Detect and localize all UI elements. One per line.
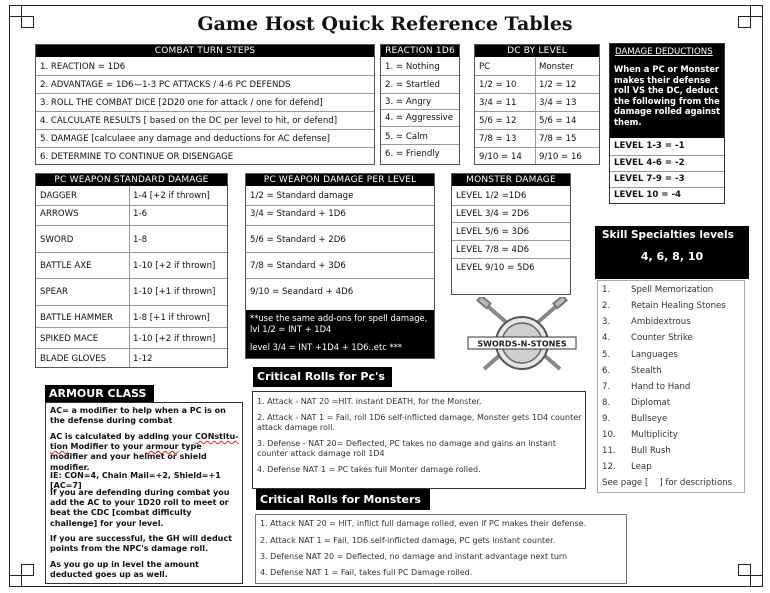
skills-panel bbox=[595, 226, 749, 279]
swords-n-stones-logo bbox=[466, 297, 578, 377]
skill-num: 7. bbox=[602, 382, 611, 392]
dc-monster-value: 9/10 = 16 bbox=[539, 152, 582, 162]
crit-monster-box bbox=[255, 514, 627, 584]
skill-name: Languages bbox=[631, 350, 678, 360]
damage-deductions-text: When a PC or Monster makes their defense roll VS the DC, deduct the following from the damage rolled against them. bbox=[614, 64, 720, 127]
pc-weapon-table bbox=[35, 173, 228, 368]
skill-num: 4. bbox=[602, 333, 611, 343]
crit-pc-row: 4. Defense NAT 1 = PC takes full Monter damage rolled. bbox=[257, 465, 481, 474]
skill-name: Multiplicity bbox=[631, 430, 678, 440]
reaction-row: 2. = Startled bbox=[385, 80, 440, 90]
corner-ornament-bottom-right bbox=[735, 561, 763, 587]
crit-pc-row: 2. Attack - NAT 1 = Fail, roll 1D6 self-inflicted damage, Monster gets 1D4 counter attack damage roll. bbox=[257, 413, 582, 433]
armour-p5: If you are successful, the GH will deduct points from the NPC's damage roll. bbox=[50, 534, 232, 554]
weapon-name: BATTLE HAMMER bbox=[40, 313, 113, 323]
skill-num: 2. bbox=[602, 301, 611, 311]
dc-col-pc: PC bbox=[479, 62, 491, 72]
weapon-name: BLADE GLOVES bbox=[40, 354, 107, 364]
crit-monster-row: 1. Attack NAT 20 = HIT, inflict full damage rolled, even if PC makes their defense. bbox=[260, 519, 587, 528]
combat-steps-table bbox=[35, 44, 375, 165]
deduction-row: LEVEL 10 = -4 bbox=[614, 190, 682, 200]
dc-header: DC BY LEVEL bbox=[475, 45, 599, 57]
weapon-damage: 1-10 [+1 if thrown] bbox=[133, 287, 216, 297]
deduction-row: LEVEL 7-9 = -3 bbox=[614, 174, 685, 184]
weapon-damage: 1-10 [+2 if thrown] bbox=[133, 334, 216, 344]
corner-ornament-bottom-left bbox=[9, 561, 37, 587]
monster-damage-row: LEVEL 3/4 = 2D6 bbox=[456, 209, 530, 219]
skill-name: Counter Strike bbox=[631, 333, 693, 343]
dc-monster-value: 1/2 = 12 bbox=[539, 80, 577, 90]
crit-monster-row: 2. Attack NAT 1 = Fail, 1D6 self-inflicted damage, PC gets instant counter. bbox=[260, 536, 556, 545]
skill-num: 11. bbox=[602, 446, 616, 456]
crit-pc-header: Critical Rolls for Pc's bbox=[253, 367, 392, 387]
skill-num: 9. bbox=[602, 414, 611, 424]
dc-pc-value: 3/4 = 11 bbox=[479, 98, 517, 108]
dc-monster-value: 3/4 = 13 bbox=[539, 98, 577, 108]
monster-damage-row: LEVEL 7/8 = 4D6 bbox=[456, 245, 530, 255]
armour-class-header: ARMOUR CLASS bbox=[45, 385, 154, 402]
weapon-damage: 1-4 [+2 if thrown] bbox=[133, 191, 210, 201]
skill-name: Diplomat bbox=[631, 398, 671, 408]
monster-damage-table bbox=[451, 173, 571, 295]
skill-name: Retain Healing Stones bbox=[631, 301, 726, 311]
reaction-table bbox=[380, 44, 460, 165]
weapon-name: SPIKED MACE bbox=[40, 334, 99, 344]
weapon-name: SWORD bbox=[40, 235, 74, 245]
weapon-per-level-table bbox=[245, 173, 435, 359]
skill-num: 6. bbox=[602, 366, 611, 376]
reaction-header: REACTION 1D6 bbox=[381, 45, 459, 57]
skill-name: Stealth bbox=[631, 366, 662, 376]
combat-step: 1. REACTION = 1D6 bbox=[40, 62, 126, 72]
skill-name: Hand to Hand bbox=[631, 382, 691, 392]
combat-step: 6. DETERMINE TO CONTINUE OR DISENGAGE bbox=[40, 152, 234, 162]
weapon-level-header: PC WEAPON DAMAGE PER LEVEL bbox=[246, 174, 434, 186]
pc-weapon-header: PC WEAPON STANDARD DAMAGE bbox=[36, 174, 227, 186]
weapon-name: DAGGER bbox=[40, 191, 77, 201]
skill-num: 1. bbox=[602, 285, 611, 295]
skill-name: Bullseye bbox=[631, 414, 668, 424]
combat-step: 3. ROLL THE COMBAT DICE [2D20 one for attack / one for defend] bbox=[40, 98, 323, 108]
skills-levels: 4, 6, 8, 10 bbox=[640, 250, 704, 263]
skills-list bbox=[597, 280, 745, 493]
weapon-damage: 1-10 [+2 if thrown] bbox=[133, 261, 216, 271]
weapon-level-row: 9/10 = Seandard + 4D6 bbox=[250, 287, 354, 297]
dc-pc-value: 9/10 = 14 bbox=[479, 152, 522, 162]
dc-pc-value: 7/8 = 13 bbox=[479, 134, 517, 144]
crit-pc-row: 3. Defense - NAT 20= Deflected, PC takes no damage and gains an instant counter attack damage roll 1D4 bbox=[257, 439, 556, 459]
reaction-row: 6. = Friendly bbox=[385, 149, 440, 159]
reaction-row: 3. = Angry bbox=[385, 97, 432, 107]
weapon-damage: 1-8 [+1 if thrown] bbox=[133, 313, 210, 323]
spell-note-2: level 3/4 = INT +1D4 + 1D6..etc *** bbox=[250, 342, 403, 352]
crit-pc-row: 1. Attack - NAT 20 =HIT. instant DEATH, for the Monster. bbox=[257, 397, 482, 406]
dc-by-level-table bbox=[474, 44, 600, 165]
weapon-level-row: 5/6 = Standard + 2D6 bbox=[250, 235, 346, 245]
dc-col-monster: Monster bbox=[539, 62, 574, 72]
monster-damage-header: MONSTER DAMAGE bbox=[452, 174, 570, 186]
reaction-row: 4. = Aggressive bbox=[385, 113, 453, 123]
armour-p1: AC= a modifier to help when a PC is on the defense during combat bbox=[50, 406, 226, 426]
skills-footer: See page [ ] for descriptions bbox=[602, 478, 733, 488]
combat-step: 5. DAMAGE [calculaee any damage and deductions for AC defense] bbox=[40, 134, 331, 144]
monster-damage-row: LEVEL 9/10 = 5D6 bbox=[456, 263, 535, 273]
crit-monster-row: 4. Defense NAT 1 = Fail, takes full PC Damage rolled. bbox=[260, 568, 473, 577]
monster-damage-row: LEVEL 5/6 = 3D6 bbox=[456, 227, 530, 237]
combat-step: 4. CALCULATE RESULTS [ based on the DC per level to hit, or defend] bbox=[40, 116, 338, 126]
weapon-name: BATTLE AXE bbox=[40, 261, 92, 271]
skill-num: 10. bbox=[602, 430, 616, 440]
weapon-name: ARROWS bbox=[40, 209, 79, 219]
skill-name: Bull Rush bbox=[631, 446, 671, 456]
skills-header: Skill Specialties levels bbox=[602, 229, 734, 241]
reaction-row: 1. = Nothing bbox=[385, 62, 440, 72]
combat-step: 2. ADVANTAGE = 1D6—1-3 PC ATTACKS / 4-6 PC DEFENDS bbox=[40, 80, 291, 90]
page-title: Game Host Quick Reference Tables bbox=[197, 13, 573, 35]
damage-deductions-header: DAMAGE DEDUCTIONS bbox=[615, 47, 713, 57]
armour-class-box bbox=[45, 402, 243, 584]
dc-pc-value: 5/6 = 12 bbox=[479, 116, 517, 126]
armour-p2: AC is calculated by adding your CONstitu-tion Modifier to your armour type modifier and your helmet or shield modifier. bbox=[50, 432, 239, 472]
weapon-damage: 1-6 bbox=[133, 209, 148, 219]
monster-damage-row: LEVEL 1/2 =1D6 bbox=[456, 191, 527, 201]
armour-p4: If you are defending during combat you add the AC to your 1D20 roll to meet or beat the CDC [combat difficulty challenge] for your level. bbox=[50, 488, 230, 528]
damage-deductions-box bbox=[609, 43, 725, 204]
dc-monster-value: 7/8 = 15 bbox=[539, 134, 577, 144]
combat-steps-header: COMBAT TURN STEPS bbox=[36, 45, 374, 57]
skill-num: 5. bbox=[602, 350, 611, 360]
logo-text: SWORDS-N-STONES bbox=[477, 339, 567, 349]
armour-p6: As you go up in level the amount deducted goes up as well. bbox=[50, 560, 199, 580]
skill-name: Leap bbox=[631, 462, 652, 472]
dc-monster-value: 5/6 = 14 bbox=[539, 116, 577, 126]
weapon-level-row: 3/4 = Standard + 1D6 bbox=[250, 209, 346, 219]
crit-monster-header: Critical Rolls for Monsters bbox=[256, 489, 430, 510]
skill-num: 3. bbox=[602, 317, 611, 327]
crit-pc-box bbox=[252, 391, 586, 489]
crit-monster-row: 3. Defense NAT 20 = Deflected, no damage and instant advantage next turn bbox=[260, 552, 568, 561]
deduction-row: LEVEL 4-6 = -2 bbox=[614, 158, 685, 168]
dc-pc-value: 1/2 = 10 bbox=[479, 80, 517, 90]
skill-name: Spell Memorization bbox=[631, 285, 714, 295]
skill-num: 12. bbox=[602, 462, 616, 472]
deduction-row: LEVEL 1-3 = -1 bbox=[614, 141, 685, 151]
weapon-level-row: 7/8 = Standard + 3D6 bbox=[250, 261, 346, 271]
weapon-damage: 1-8 bbox=[133, 235, 148, 245]
reaction-row: 5. = Calm bbox=[385, 132, 428, 142]
skill-name: Ambidextrous bbox=[631, 317, 691, 327]
weapon-level-row: 1/2 = Standard damage bbox=[250, 191, 354, 201]
weapon-damage: 1-12 bbox=[133, 354, 153, 364]
weapon-name: SPEAR bbox=[40, 287, 68, 297]
armour-p3: IE: CON=4, Chain Mail=+2, Shield=+1 [AC=7] bbox=[50, 471, 221, 491]
spell-note-1: **use the same add-ons for spell damage, lvl 1/2 = INT + 1D4 bbox=[250, 313, 428, 334]
skill-num: 8. bbox=[602, 398, 611, 408]
